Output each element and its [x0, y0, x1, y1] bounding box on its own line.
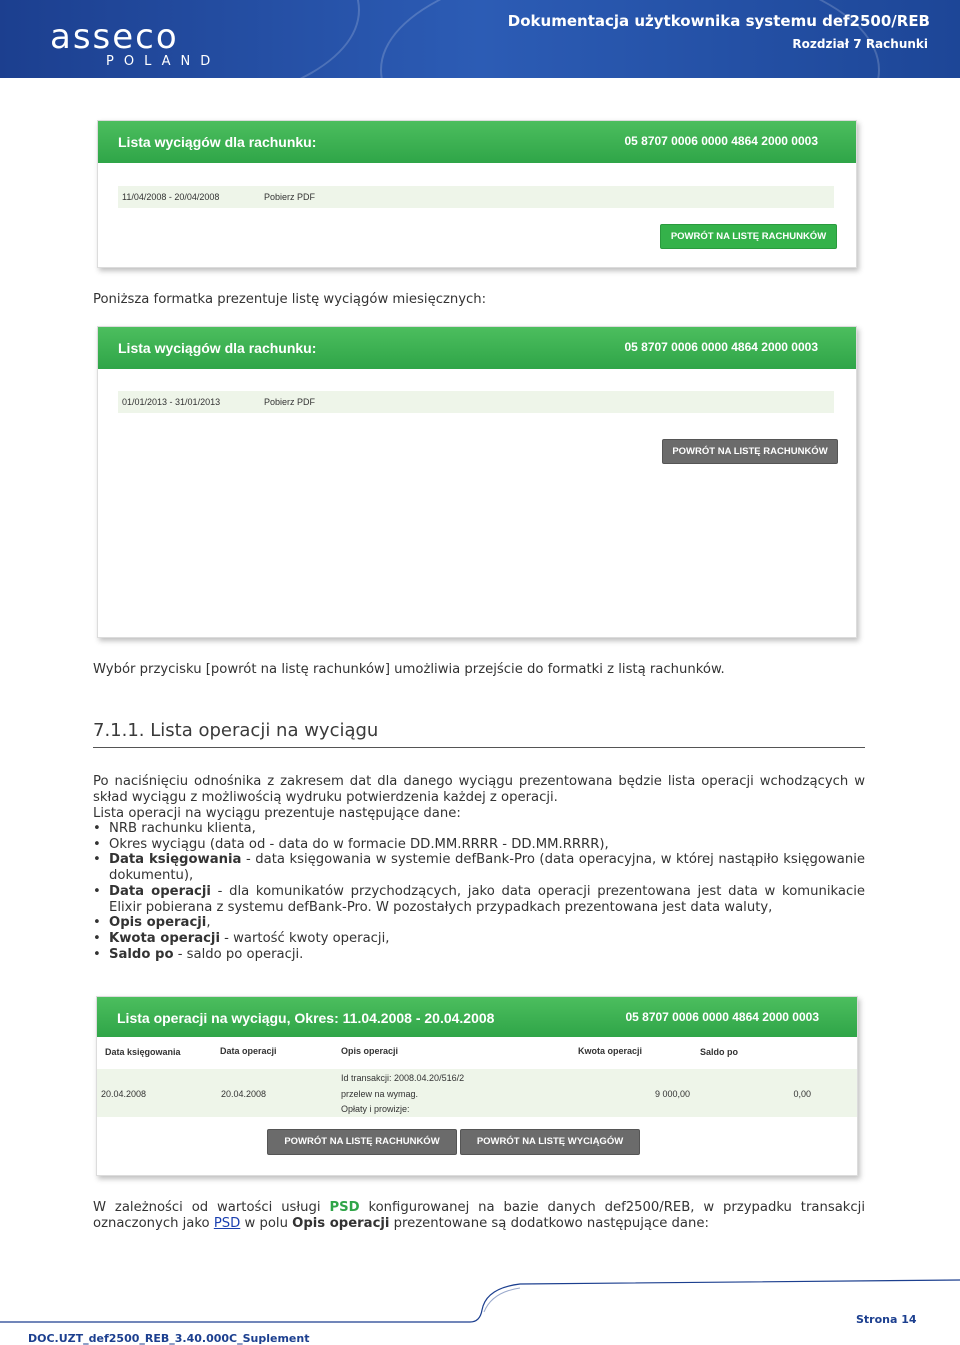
back-to-accounts-button[interactable]: POWRÓT NA LISTĘ RACHUNKÓW	[662, 439, 838, 464]
balance-cell: 0,00	[793, 1089, 811, 1099]
list-item-term: Saldo po	[109, 946, 174, 962]
chapter-label: Rozdział 7 Rachunki	[792, 37, 928, 51]
panel-header	[98, 327, 856, 369]
list-item	[93, 821, 865, 837]
operation-description-line: Id transakcji: 2008.04.20/516/2	[341, 1073, 465, 1083]
column-header[interactable]: Kwota operacji	[578, 1046, 643, 1056]
section-number: 7.1.1.	[93, 720, 145, 741]
back-to-statements-button[interactable]: POWRÓT NA LISTĘ WYCIĄGÓW	[460, 1129, 640, 1155]
list-item-text: Okres wyciągu (data od - data do w formacie DD.MM.RRRR - DD.MM.RRRR),	[109, 836, 609, 852]
list-item	[93, 947, 865, 963]
column-header[interactable]: Data księgowania	[105, 1047, 181, 1057]
psd-term: PSD	[329, 1200, 360, 1215]
text-fragment: konfigurowanej na bazie danych def2500/REB, w przypadku transakcji oznaczonych jako	[93, 1200, 865, 1231]
page-number: Strona 14	[856, 1313, 917, 1326]
panel-title: Lista wyciągów dla rachunku:	[118, 340, 317, 356]
statement-list-panel-daily	[97, 120, 857, 268]
list-item-text: - data księgowania w systemie defBank-Pro (data operacyjna, w której nastąpiło księgowanie dokumentu),	[109, 852, 865, 884]
paragraph-intro: Po naciśnięciu odnośnika z zakresem dat dla danego wyciągu prezentowana będzie lista operacji wchodzących w skład wyciągu z możliwością wydruku potwierdzenia każdej z operacji.	[93, 774, 865, 805]
account-number: 05 8707 0006 0000 4864 2000 0003	[625, 1010, 819, 1024]
panel-title: Lista operacji na wyciągu, Okres: 11.04.2008 - 20.04.2008	[117, 1010, 495, 1026]
operation-date-cell: 20.04.2008	[221, 1089, 267, 1099]
account-number: 05 8707 0006 0000 4864 2000 0003	[624, 340, 818, 354]
list-item-term: Kwota operacji	[109, 930, 220, 946]
statement-row	[118, 391, 834, 413]
back-to-accounts-button[interactable]: POWRÓT NA LISTĘ RACHUNKÓW	[660, 224, 837, 249]
list-item-term: Data księgowania	[109, 852, 242, 868]
statement-period-link[interactable]: 11/04/2008 - 20/04/2008	[122, 192, 220, 202]
button-description: Wybór przycisku [powrót na listę rachunków] umożliwia przejście do formatki z listą rachunków.	[93, 662, 725, 677]
section-title: Lista operacji na wyciągu	[150, 720, 379, 741]
psd-link[interactable]: PSD	[213, 1216, 241, 1231]
list-item-text: - dla komunikatów przychodzących, jako data operacji prezentowana jest data w komunikacie Elixir pobierana z systemu defBank-Pro. W pozostałych przypadkach prezentowana jest data waluty,	[109, 883, 865, 915]
field-name: Opis operacji	[292, 1216, 390, 1231]
document-title: Dokumentacja użytkownika systemu def2500/REB	[507, 12, 930, 30]
panel-header	[98, 121, 856, 163]
statement-list-panel-monthly	[97, 326, 857, 638]
account-number: 05 8707 0006 0000 4864 2000 0003	[624, 134, 818, 148]
table-row[interactable]	[97, 1069, 857, 1117]
operation-description-line: Opłaty i prowizje:	[341, 1104, 410, 1114]
panel-header	[97, 997, 857, 1037]
operations-list-panel	[96, 996, 858, 1176]
column-header[interactable]: Opis operacji	[341, 1046, 399, 1056]
asseco-logo	[50, 17, 221, 69]
list-item-term: Data operacji	[109, 883, 211, 899]
list-item	[93, 931, 865, 947]
list-item-text: NRB rachunku klienta,	[109, 821, 256, 836]
download-pdf-link[interactable]: Pobierz PDF	[264, 192, 316, 202]
column-header[interactable]: Data operacji	[220, 1046, 277, 1056]
document-code: DOC.UZT_def2500_REB_3.40.000C_Suplement	[28, 1332, 310, 1345]
download-pdf-link[interactable]: Pobierz PDF	[264, 397, 316, 407]
statement-row	[118, 186, 834, 208]
logo-subtitle: POLAND	[106, 54, 221, 69]
panel-title: Lista wyciągów dla rachunku:	[118, 134, 317, 150]
booking-date-cell: 20.04.2008	[101, 1089, 147, 1099]
page-header	[0, 0, 960, 78]
list-item-text: - saldo po operacji.	[173, 946, 304, 962]
logo-word: asseco	[50, 17, 179, 57]
list-item	[93, 852, 865, 883]
text-fragment: prezentowane są dodatkowo następujące dane:	[389, 1216, 709, 1231]
list-item-text: ,	[206, 915, 211, 931]
back-to-accounts-button[interactable]: POWRÓT NA LISTĘ RACHUNKÓW	[267, 1129, 457, 1155]
list-item-term: Opis operacji	[109, 915, 207, 931]
list-item-text: - wartość kwoty operacji,	[219, 930, 390, 946]
psd-paragraph	[93, 1200, 865, 1232]
text-fragment: W zależności od wartości usługi	[93, 1200, 330, 1215]
operation-description-line: przelew na wymag.	[341, 1089, 419, 1099]
footer-divider-line	[0, 1270, 960, 1330]
text-fragment: w polu	[240, 1216, 293, 1231]
amount-cell: 9 000,00	[654, 1089, 690, 1099]
section-heading	[93, 720, 865, 748]
statement-period-link[interactable]: 01/01/2013 - 31/01/2013	[122, 397, 221, 407]
intro-text: Poniższa formatka prezentuje listę wyciągów miesięcznych:	[93, 292, 487, 307]
column-header[interactable]: Saldo po	[700, 1047, 738, 1057]
list-item	[93, 884, 865, 915]
list-item	[93, 915, 865, 931]
list-item	[93, 837, 865, 853]
paragraph-list-intro: Lista operacji na wyciągu prezentuje następujące dane:	[93, 806, 461, 821]
field-list	[93, 821, 865, 962]
